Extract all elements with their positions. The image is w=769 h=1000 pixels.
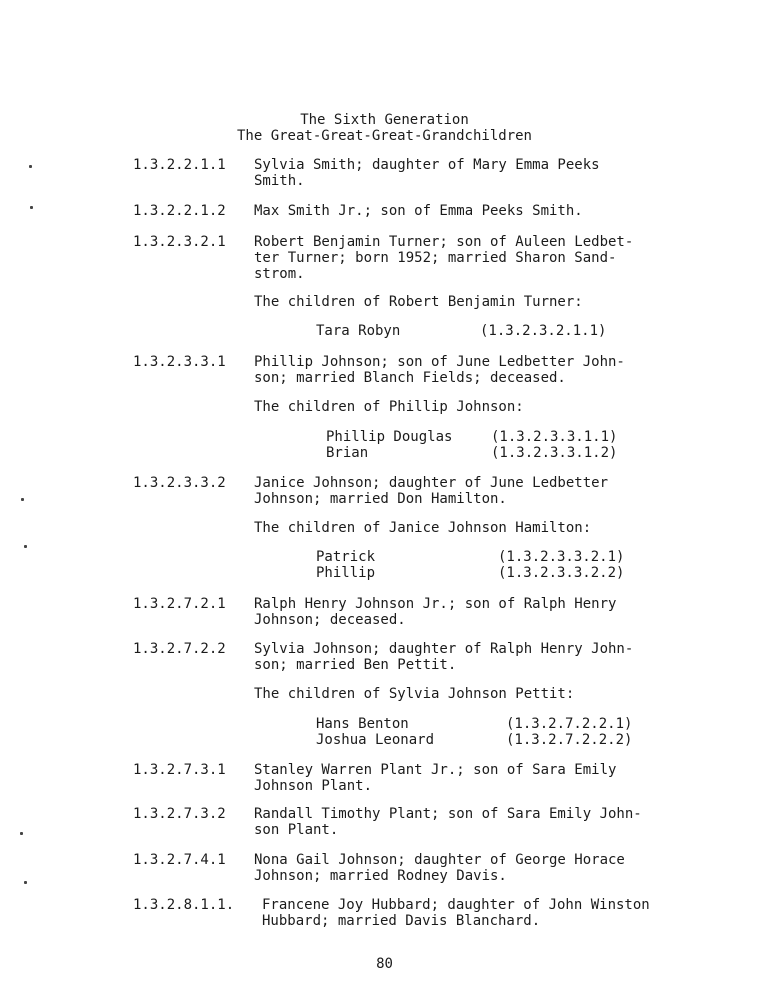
child-name: Patrick — [316, 549, 376, 565]
scan-speck — [21, 498, 24, 501]
child-code: (1.3.2.7.2.2.2) — [506, 732, 633, 748]
entry-text — [254, 203, 694, 219]
entry-text — [254, 157, 694, 189]
entry-line: Janice Johnson; daughter of June Ledbetter — [254, 475, 609, 491]
entry-line: Johnson Plant. — [254, 778, 373, 794]
scan-speck — [30, 206, 33, 209]
entry-number: 1.3.2.2.1.1 — [133, 157, 226, 173]
scan-speck — [29, 165, 32, 168]
entry-text — [254, 596, 694, 628]
entry-number: 1.3.2.7.3.2 — [133, 806, 226, 822]
entry-number: 1.3.2.3.3.1 — [133, 354, 226, 370]
entry-number: 1.3.2.2.1.2 — [133, 203, 226, 219]
entry-line: son Plant. — [254, 822, 339, 838]
generation-title: The Sixth Generation — [300, 112, 469, 128]
entry-line: strom. — [254, 266, 305, 282]
entry-line: son; married Blanch Fields; deceased. — [254, 370, 566, 386]
children-intro: The children of Sylvia Johnson Pettit: — [254, 686, 575, 702]
scan-speck — [24, 545, 27, 548]
entry-number: 1.3.2.7.2.2 — [133, 641, 226, 657]
entry-line: Ralph Henry Johnson Jr.; son of Ralph Henry — [254, 596, 617, 612]
child-name: Phillip — [316, 565, 376, 581]
entry-number: 1.3.2.7.2.1 — [133, 596, 226, 612]
entry-text — [254, 806, 694, 838]
child-code: (1.3.2.3.3.2.2) — [498, 565, 625, 581]
entry-text — [254, 762, 694, 794]
entry-line: Randall Timothy Plant; son of Sara Emily John- — [254, 806, 642, 822]
scan-speck — [24, 881, 27, 884]
entry-line: Johnson; deceased. — [254, 612, 406, 628]
entry-line: son; married Ben Pettit. — [254, 657, 457, 673]
scan-speck — [20, 832, 23, 835]
entry-text — [254, 641, 694, 673]
children-intro: The children of Robert Benjamin Turner: — [254, 294, 583, 310]
child-name: Brian — [326, 445, 369, 461]
entry-line: Hubbard; married Davis Blanchard. — [262, 913, 541, 929]
entry-line: Max Smith Jr.; son of Emma Peeks Smith. — [254, 203, 583, 219]
entry-text — [254, 852, 694, 884]
child-code: (1.3.2.3.3.1.2) — [491, 445, 618, 461]
entry-line: Nona Gail Johnson; daughter of George Horace — [254, 852, 625, 868]
child-code: (1.3.2.7.2.2.1) — [506, 716, 633, 732]
entry-line: Sylvia Smith; daughter of Mary Emma Peeks — [254, 157, 600, 173]
child-code: (1.3.2.3.2.1.1) — [480, 323, 607, 339]
child-name: Hans Benton — [316, 716, 409, 732]
entry-number: 1.3.2.3.2.1 — [133, 234, 226, 250]
entry-line: ter Turner; born 1952; married Sharon Sand- — [254, 250, 617, 266]
entry-line: Francene Joy Hubbard; daughter of John Winston — [262, 897, 650, 913]
page-number: 80 — [376, 956, 393, 972]
child-name: Joshua Leonard — [316, 732, 435, 748]
entry-text — [254, 234, 694, 282]
entry-line: Phillip Johnson; son of June Ledbetter John- — [254, 354, 625, 370]
child-name: Tara Robyn — [316, 323, 401, 339]
entry-line: Johnson; married Don Hamilton. — [254, 491, 507, 507]
entry-number: 1.3.2.7.3.1 — [133, 762, 226, 778]
generation-subtitle: The Great-Great-Great-Grandchildren — [236, 128, 532, 144]
entry-line: Johnson; married Rodney Davis. — [254, 868, 507, 884]
entry-line: Stanley Warren Plant Jr.; son of Sara Emily — [254, 762, 617, 778]
entry-line: Robert Benjamin Turner; son of Auleen Ledbet- — [254, 234, 634, 250]
children-intro: The children of Phillip Johnson: — [254, 399, 524, 415]
entry-number: 1.3.2.3.3.2 — [133, 475, 226, 491]
entry-text — [262, 897, 702, 929]
entry-line: Smith. — [254, 173, 305, 189]
entry-text — [254, 354, 694, 386]
entry-line: Sylvia Johnson; daughter of Ralph Henry John- — [254, 641, 634, 657]
child-name: Phillip Douglas — [326, 429, 453, 445]
children-intro: The children of Janice Johnson Hamilton: — [254, 520, 592, 536]
child-code: (1.3.2.3.3.1.1) — [491, 429, 618, 445]
entry-text — [254, 475, 694, 507]
entry-number: 1.3.2.8.1.1. — [133, 897, 235, 913]
child-code: (1.3.2.3.3.2.1) — [498, 549, 625, 565]
entry-number: 1.3.2.7.4.1 — [133, 852, 226, 868]
